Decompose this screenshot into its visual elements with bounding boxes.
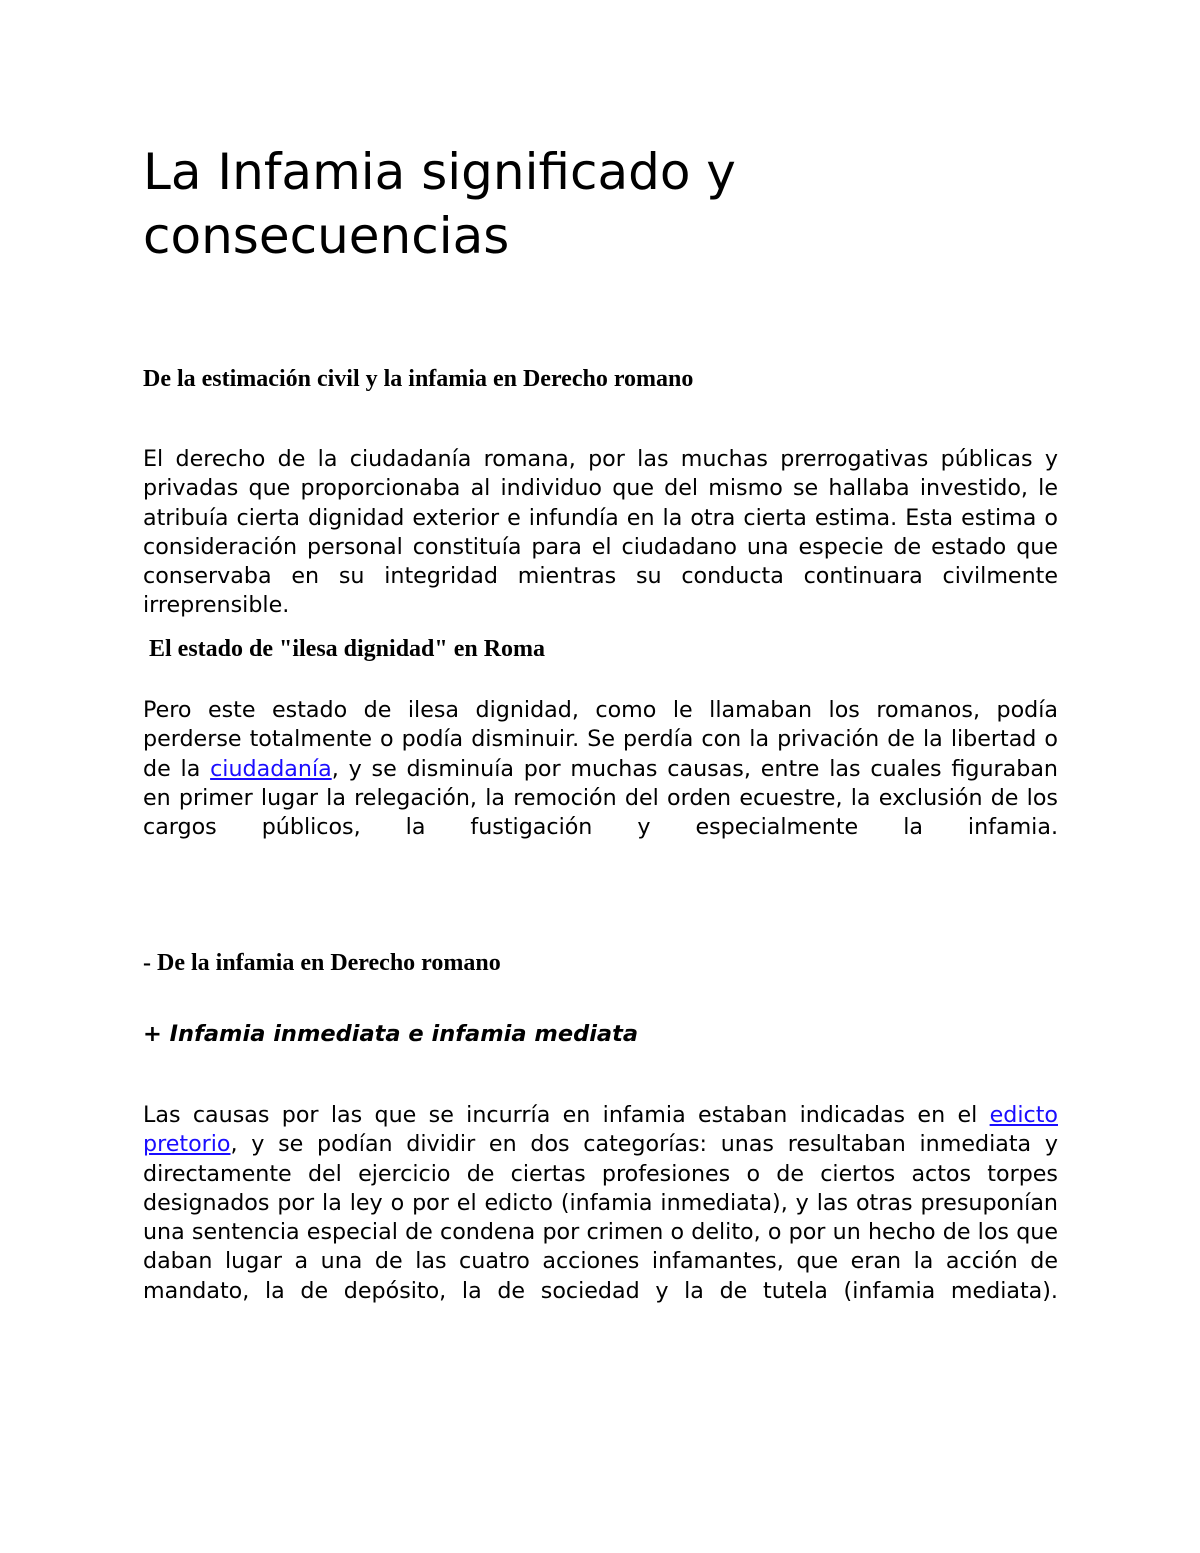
paragraph-text: , y se podían dividir en dos categorías: unas resultaban inmediata y directamente del ejercicio de ciertas profesiones o de ciertos actos torpes designados por la ley o por el edicto (infamia inmediata), y las otras presuponían una sentencia especial de condena por crimen o delito, o por un hecho de los que daban lugar a una de las cuatro acciones infamantes, que eran la acción de mandato, la de depósito, la de sociedad y la de tutela (infamia mediata).	[143, 1131, 1058, 1304]
paragraph-causas-infamia	[143, 1101, 1058, 1306]
paragraph-text: Las causas por las que se incurría en infamia estaban indicadas en el	[143, 1102, 990, 1128]
edicto-pretorio-link[interactable]: edicto pretorio	[143, 1102, 1058, 1158]
subheading-infamia-inmediata-mediata: + Infamia inmediata e infamia mediata	[143, 1021, 639, 1047]
paragraph-text: Pero este estado de ilesa dignidad, como le llamaban los romanos, podía perderse totalmente o podía disminuir. Se perdía con la privación de la libertad o de la	[143, 697, 1058, 782]
paragraph-ilesa-dignidad	[143, 696, 1058, 842]
section-heading-infamia-derecho-romano: - De la infamia en Derecho romano	[143, 950, 501, 976]
paragraph-text: , y se disminuía por muchas causas, entre las cuales figuraban en primer lugar la relegación, la remoción del orden ecuestre, la exclusión de los cargos públicos, la fustigación y especialmente la infamia.	[143, 755, 1058, 841]
ciudadania-link[interactable]: ciudadanía	[210, 755, 332, 782]
document-title: La Infamia significado y consecuencias	[143, 143, 736, 265]
section-heading-ilesa-dignidad: El estado de "ilesa dignidad" en Roma	[143, 636, 546, 662]
paragraph-ciudadania-romana: El derecho de la ciudadanía romana, por las muchas prerrogativas públicas y privadas que proporcionaba al individuo que del mismo se hallaba investido, le atribuía cierta dignidad exterior e infundía en la otra cierta estima. Esta estima o consideración personal constituía para el ciudadano una especie de estado que conservaba en su integridad mientras su conducta continuara civilmente irreprensible.	[143, 446, 1058, 619]
section-heading-estimacion-civil: De la estimación civil y la infamia en Derecho romano	[143, 366, 694, 392]
